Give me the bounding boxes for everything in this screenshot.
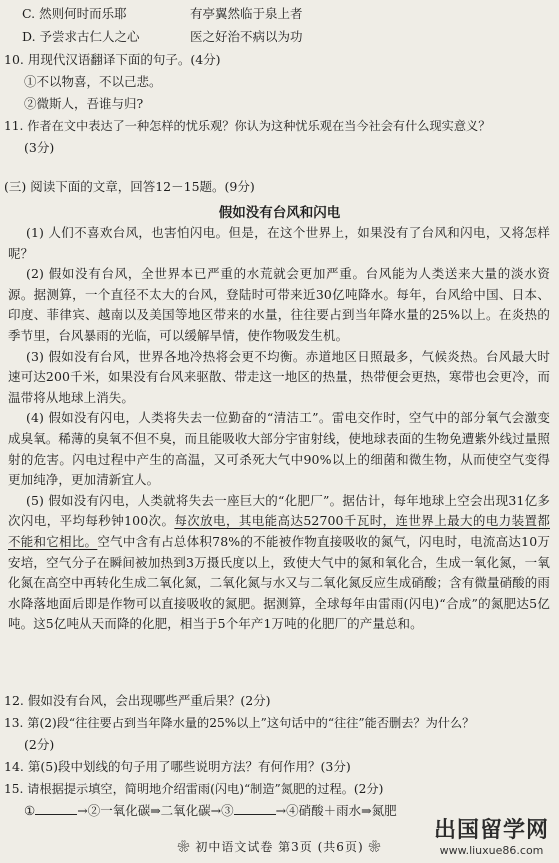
page-footer: ❀ 初中语文试卷 第3页 (共6页) ❀ (177, 840, 382, 854)
fill-in-chain (24, 803, 397, 819)
paragraph-5 (8, 491, 550, 635)
paragraph-5-rest: 空气中含有占总体积78%的不能被作物直接吸收的氮气，闪电时，电流高达10万安培，空气分子在瞬间被加热到3万摄氏度以上，致使大气中的氮和氧化合，生成一氧化氮，一氧化氮在高空中再转化生成二氧化氮，二氧化氮与水又与二氧化氮反应生成硝酸；含有微量硝酸的雨水降落地面后即是作物可以直接吸收的氮肥。据测算，全球每年由雷雨(闪电)“合成”的氮肥达5亿吨。这5亿吨从天而降的化肥，相当于5个年产1万吨的化肥厂的产量总和。 (8, 533, 551, 632)
watermark-name: 出国留学网 (433, 818, 549, 843)
answer-blank-1[interactable] (35, 804, 77, 815)
question-10-item-2: ②微斯人，吾谁与归? (24, 96, 144, 111)
underlined-sentence: 每次放电，其电能高达52700千瓦时，连世界上最大的电力装置都不能和它相比。 (8, 513, 550, 549)
section-heading: (三) 阅读下面的文章，回答12－15题。(9分) (4, 179, 255, 194)
site-watermark (434, 813, 549, 857)
answer-blank-3[interactable] (234, 804, 276, 815)
question-13: 13. 第(2)段“往往要占到当年降水量的25%以上”这句话中的“往往”能否删去？为什么？ (4, 716, 475, 730)
article-title: 假如没有台风和闪电 (218, 205, 341, 221)
question-13-score: (2分) (24, 737, 55, 752)
question-11: 11. 作者在文中表达了一种怎样的忧乐观？你认为这种忧乐观在当今社会有什么现实意义？ (4, 119, 491, 133)
question-14: 14. 第(5)段中划线的句子用了哪些说明方法？有何作用？(3分) (4, 759, 351, 774)
option-c-text: 有亭翼然临于泉上者 (190, 6, 303, 21)
question-11-score: (3分) (24, 140, 55, 155)
option-c: C. 然则何时而乐耶 (22, 6, 127, 21)
blank-1-label: ① (24, 803, 36, 818)
question-10: 10. 用现代汉语翻译下面的句子。(4分) (4, 52, 221, 67)
question-12: 12. 假如没有台风，会出现哪些严重后果？(2分) (4, 693, 271, 708)
watermark-url: www.liuxue86.com (439, 844, 544, 857)
option-d: D. 予尝求古仁人之心 (22, 29, 140, 44)
chain-middle: →②一氧化碳⇒二氧化碳→③ (77, 803, 234, 818)
article-body (8, 223, 550, 635)
option-d-text: 医之好治不病以为功 (190, 29, 303, 44)
paragraph-1: (1) 人们不喜欢台风，也害怕闪电。但是，在这个世界上，如果没有了台风和闪电，又将怎样呢？ (8, 225, 550, 261)
paragraph-4: (4) 假如没有闪电，人类将失去一位勤奋的“清洁工”。雷电交作时，空气中的部分氧气会激变成臭氧。稀薄的臭氧不但不臭，而且能吸收大部分宇宙射线，使地球表面的生物免遭紫外线过量照射的危害。闪电过程中产生的高温，又可杀死大气中90%以上的细菌和微生物，从而使空气变得更加纯净，更加清新宜人。 (8, 410, 550, 488)
chain-end: →④硝酸＋雨水⇒氮肥 (275, 803, 397, 818)
paragraph-3: (3) 假如没有台风，世界各地冷热将会更不均衡。赤道地区日照最多，气候炎热。台风最大时速可达200千米，如果没有台风来驱散、带走这一地区的热量，热带便会更热，寒带也会更冷，而温带将从地球上消失。 (8, 348, 550, 405)
question-15: 15. 请根据提示填空，简明地介绍雷雨(闪电)“制造”氮肥的过程。(2分) (4, 782, 384, 796)
paragraph-5-intro: (5) 假如没有闪电，人类就将失去一座巨大的“化肥厂”。据估计，每年地球上空会出现31亿多次闪电，平均每秒钟100次。 (8, 492, 550, 529)
question-10-item-1: ①不以物喜，不以己悲。 (24, 74, 162, 89)
paragraph-2: (2) 假如没有台风，全世界本已严重的水荒就会更加严重。台风能为人类送来大量的淡水资源。据测算，一个直径不太大的台风，登陆时可带来近30亿吨降水。每年，台风给中国、日本、印度、菲律宾、越南以及美国等地区带来的水量，往往要占到当年降水量的25%以上。在炎热的季节里，台风暴雨的光临，可以缓解旱情，使作物吸发生机。 (8, 266, 550, 343)
